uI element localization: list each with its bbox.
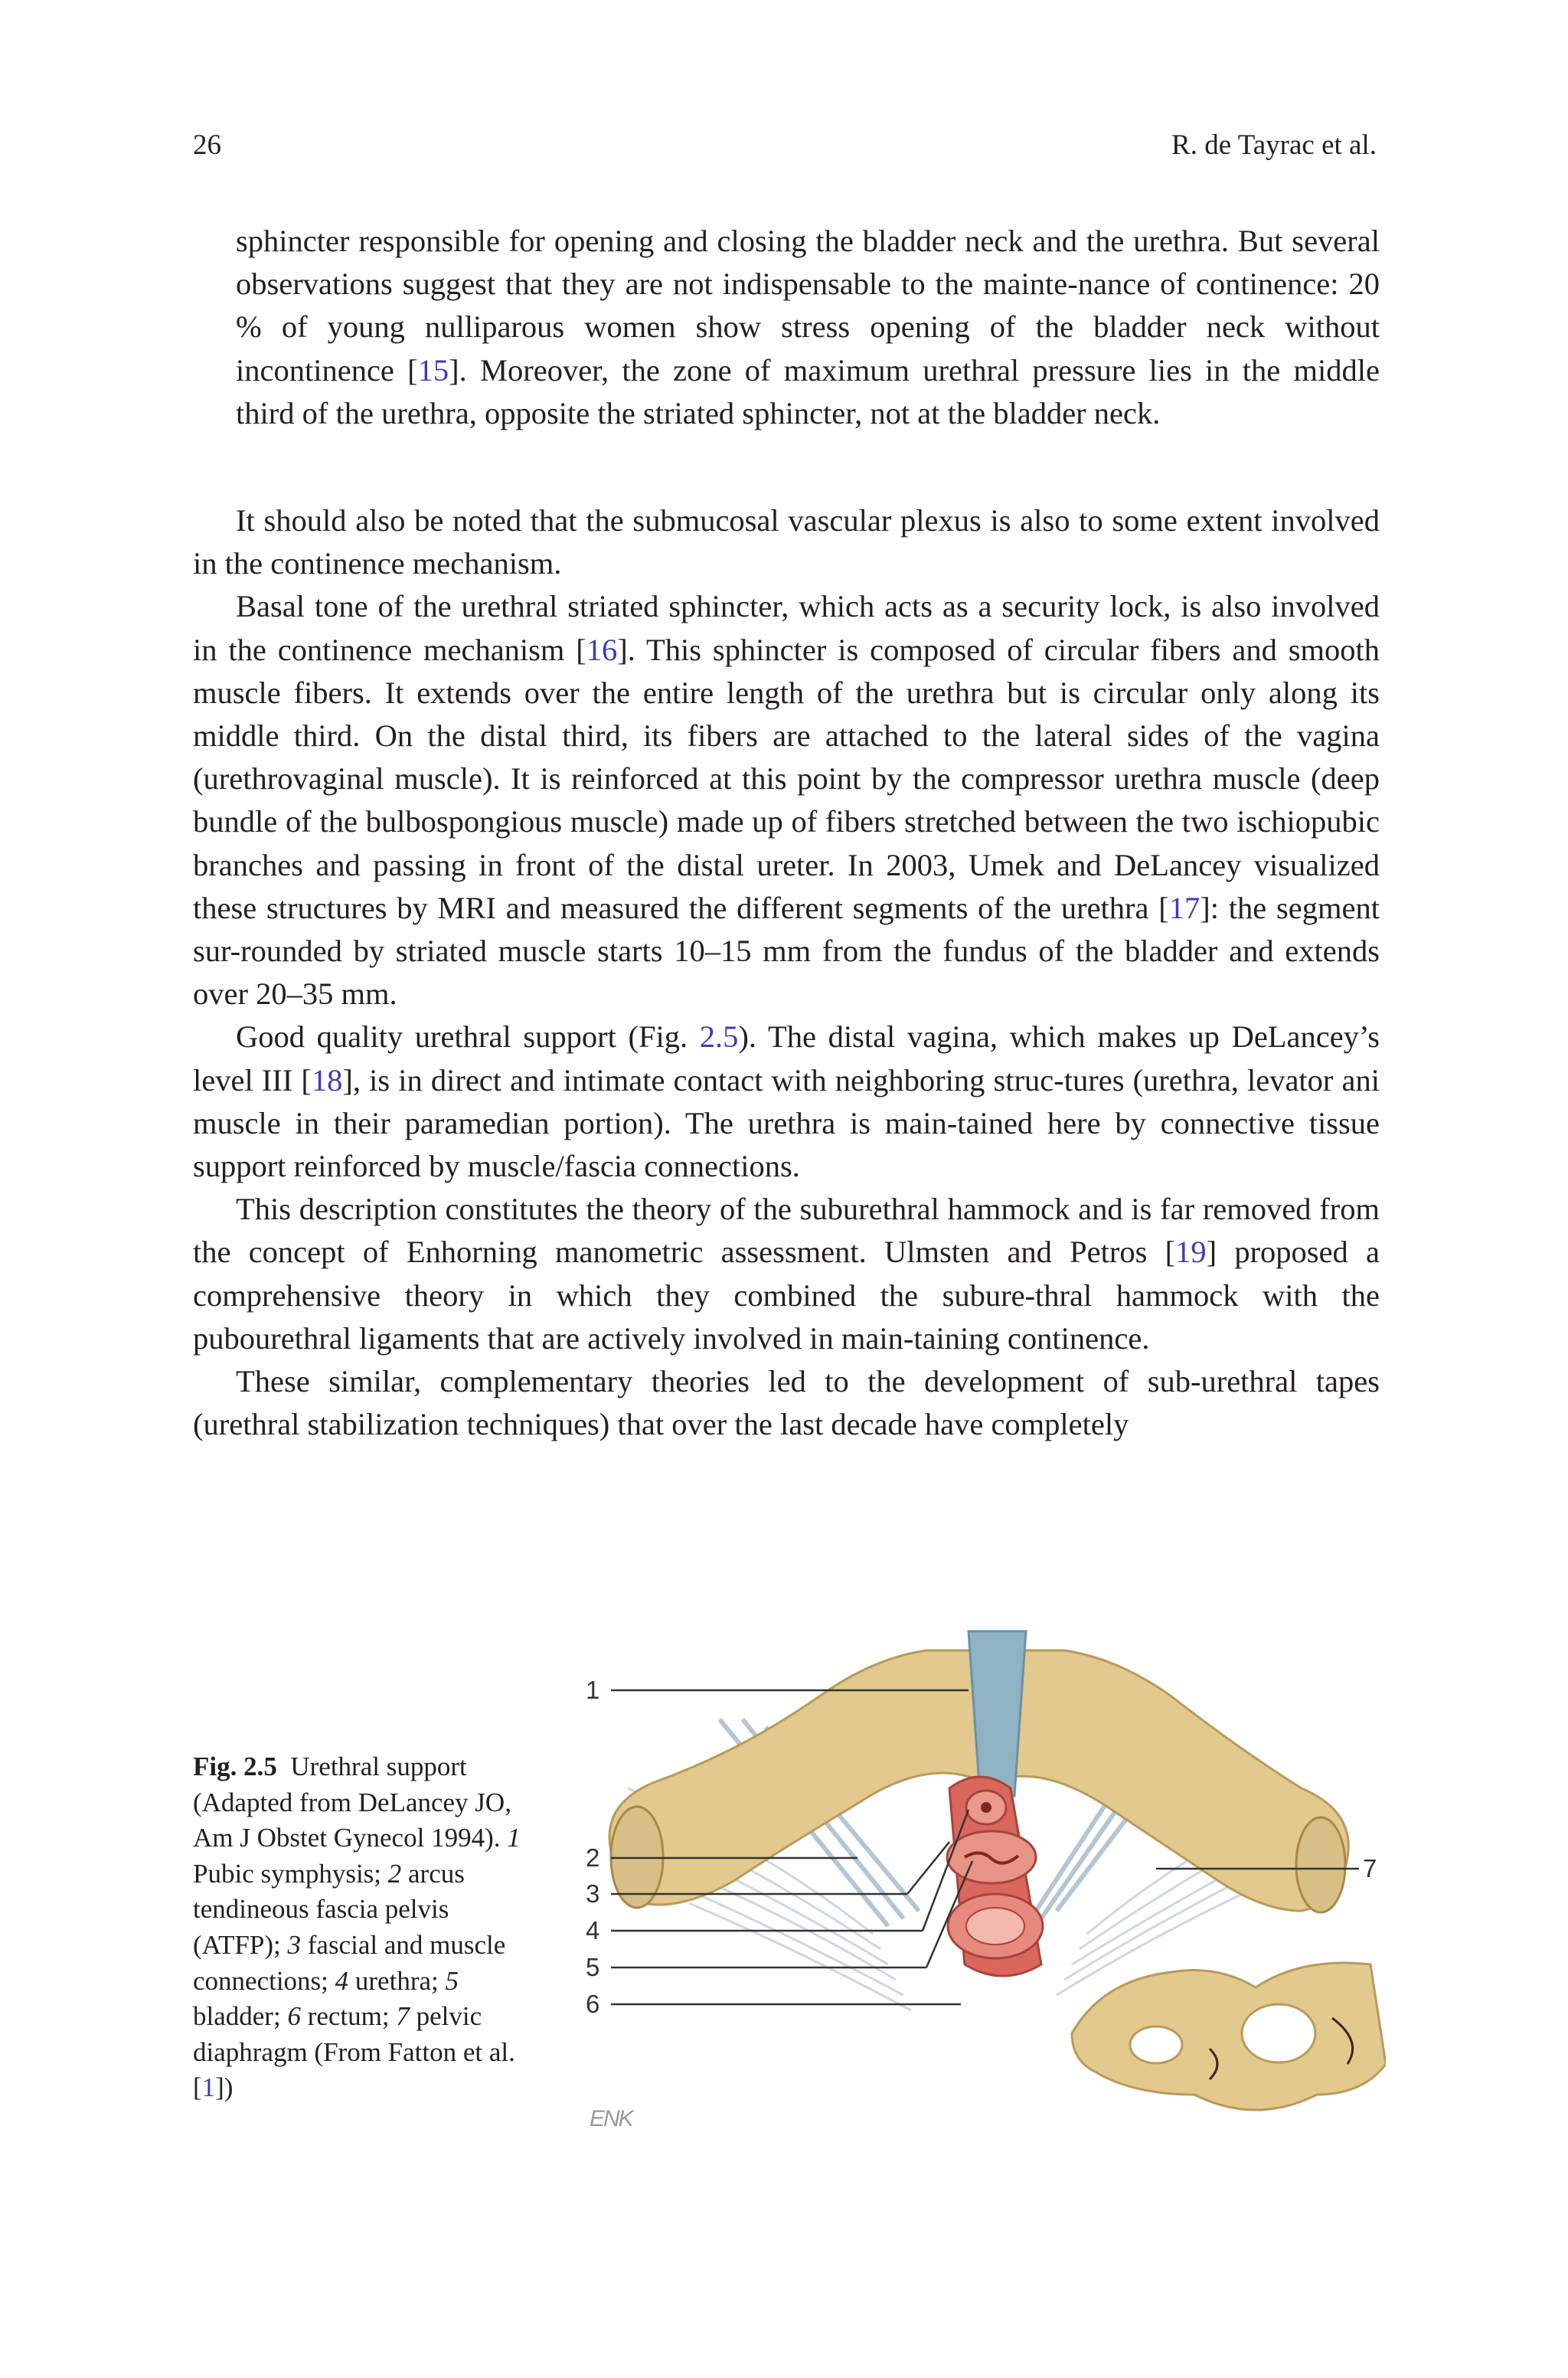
pelvis-inset	[1072, 1963, 1386, 2110]
figure-label-2: 2	[586, 1843, 600, 1872]
paragraph-text: sphincter responsible for opening and closing the bladder neck and the urethra. But several observations suggest that they are not indispensable to the mainte-nance of continence: 20 % of young nulliparous women show stress opening of the bladder neck without incontinence [15]. Moreover, the zone of maximum urethral pressure lies in the middle third of the urethra, opposite the striated sphincter, not at the bladder neck.	[236, 224, 1380, 430]
figure-label-1: 1	[586, 1676, 600, 1704]
figure-label-7: 7	[1363, 1854, 1377, 1882]
indented-paragraph	[236, 220, 1380, 435]
citation-link[interactable]: 19	[1175, 1235, 1207, 1270]
illustrator-signature: ENK	[590, 2106, 632, 2131]
anatomy-illustration	[567, 1604, 1386, 2156]
citation-link[interactable]: 17	[1168, 890, 1200, 925]
figure-label-5: 5	[586, 1953, 600, 1981]
bone-section-right	[1296, 1817, 1345, 1912]
pubic-bone-left	[609, 1650, 995, 1905]
paragraph: This description constitutes the theory of the suburethral hammock and is far removed from the concept of Enhorning manometric assessment. Ulmsten and Petros [19] proposed a comprehensive theory in which they combined the subure-thral hammock with the pubourethral ligaments that are actively involved in main-taining continence.	[193, 1192, 1380, 1356]
citation-link[interactable]: 16	[586, 632, 618, 667]
citation-link[interactable]: 1	[201, 2072, 216, 2103]
figure-caption: Fig. 2.5 Urethral support (Adapted from DeLancey JO, Am J Obstet Gynecol 1994). 1 Pubic symphysis; 2 arcus tendineous fascia pelvis (ATFP); 3 fascial and muscle connections; 4 urethra; 5 bladder; 6 rectum; 7 pelvic diaphragm (From Fatton et al. [1])	[193, 1752, 521, 2103]
body-text	[193, 499, 1380, 1446]
citation-link[interactable]: 15	[417, 352, 449, 388]
anatomy-figure	[567, 1604, 1386, 2156]
running-header-authors: R. de Tayrac et al.	[1171, 129, 1377, 161]
figure-label-4: 4	[586, 1916, 600, 1945]
page-number: 26	[193, 129, 221, 161]
pubic-symphysis	[969, 1631, 1026, 1796]
figure-label-6: 6	[586, 1990, 600, 2018]
paragraph: Good quality urethral support (Fig. 2.5). The distal vagina, which makes up DeLancey’s level III [18], is in direct and intimate contact with neighboring struc-tures (urethra, levator ani muscle in their paramedian portion). The urethra is main-tained here by connective tissue support reinforced by muscle/fascia connections.	[193, 1019, 1380, 1184]
paragraph: Basal tone of the urethral striated sphincter, which acts as a security lock, is also involved in the continence mechanism [16]. This sphincter is composed of circular fibers and smooth muscle fibers. It extends over the entire length of the urethra but is circular only along its middle third. On the distal third, its fibers are attached to the lateral sides of the vagina (urethrovaginal muscle). It is reinforced at this point by the compressor urethra muscle (deep bundle of the bulbospongious muscle) made up of fibers stretched between the two ischiopubic branches and passing in front of the distal ureter. In 2003, Umek and DeLancey visualized these structures by MRI and measured the different segments of the urethra [17]: the segment sur-rounded by striated muscle starts 10–15 mm from the fundus of the bladder and extends over 20–35 mm.	[193, 589, 1380, 1012]
figure-label-3: 3	[586, 1879, 600, 1908]
paragraph: It should also be noted that the submucosal vascular plexus is also to some extent involved in the continence mechanism.	[193, 503, 1380, 581]
citation-link[interactable]: 18	[311, 1062, 343, 1097]
paragraph: These similar, complementary theories led to the development of sub-urethral tapes (urethral stabilization techniques) that over the last decade have completely	[193, 1364, 1380, 1442]
figure-link[interactable]: 2.5	[699, 1019, 739, 1055]
